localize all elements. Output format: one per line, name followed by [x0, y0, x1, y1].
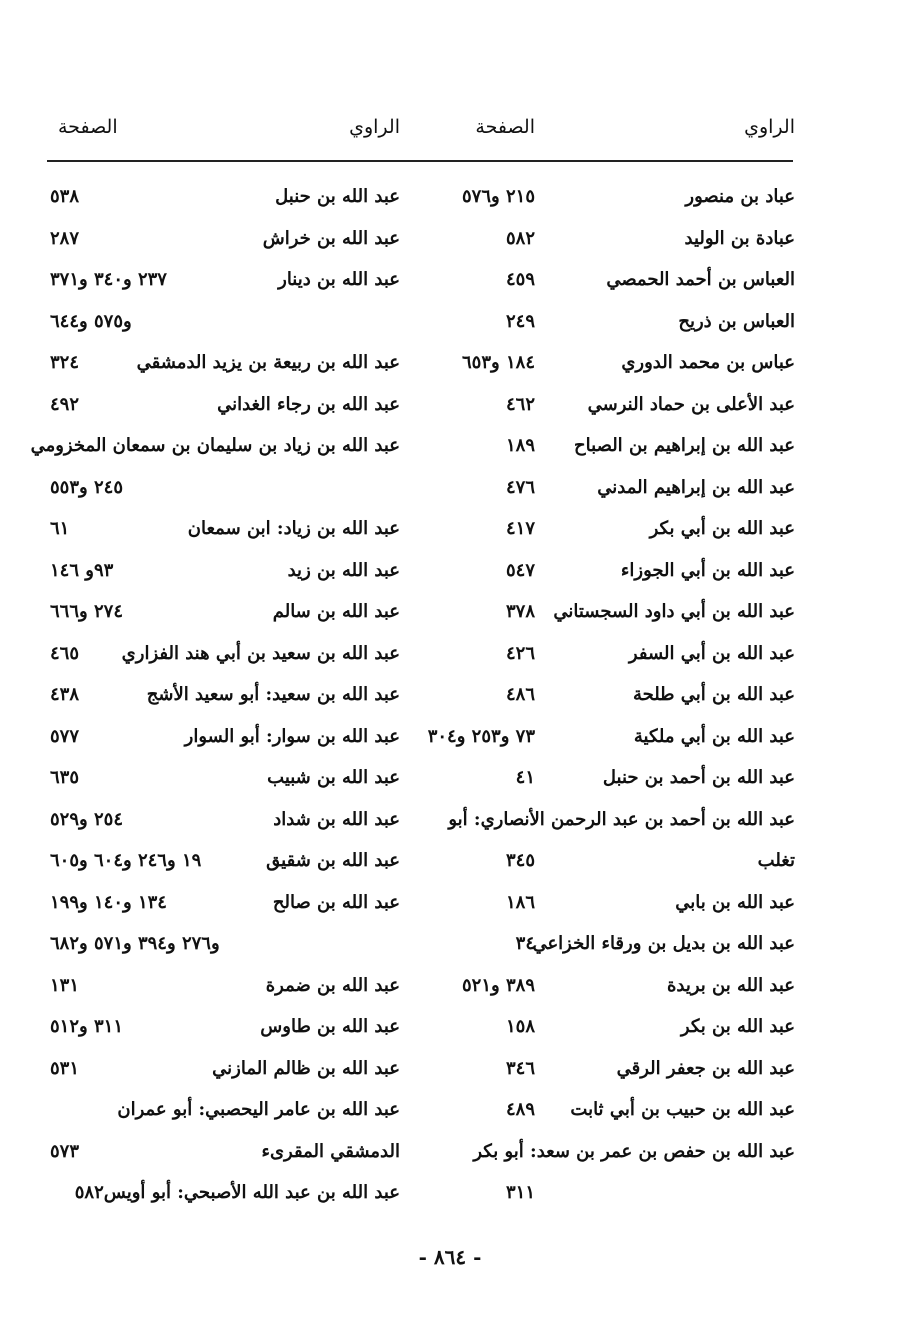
narrator-name: عبد الله بن بابي	[675, 891, 795, 913]
index-row	[0, 176, 900, 217]
page-refs: ٦١	[50, 518, 70, 539]
header-right-narrator: الراوي	[744, 116, 795, 138]
narrator-name: عبد الله بن رجاء الغداني	[217, 393, 400, 415]
narrator-name: عبد الله بن بكر	[680, 1016, 795, 1037]
index-row	[0, 591, 900, 632]
page-refs: ٥٣٨	[50, 186, 80, 207]
header-divider	[47, 160, 793, 162]
page-refs: و٢٧٦ و٣٩٤ و٥٧١ و٦٨٢	[50, 933, 220, 954]
narrator-name: عبد الله بن أبي الجوزاء	[620, 559, 795, 581]
narrator-name: عبد الله بن أحمد بن حنبل	[602, 767, 795, 788]
page-refs: ٢٤٥ و٥٥٣	[50, 476, 123, 498]
narrator-name: الدمشقي المقرىء	[261, 1140, 400, 1162]
page-refs: ٢٧٤ و٦٦٦	[50, 601, 123, 622]
narrator-name: عبد الله بن زياد بن سليمان بن سمعان المخزومي	[30, 435, 400, 456]
narrator-name: عبد الله بن أبي داود السجستاني	[553, 601, 795, 622]
page-refs: ٥٤٧	[505, 559, 535, 581]
narrator-name: العباس بن ذريح	[678, 310, 795, 332]
index-row	[0, 840, 900, 881]
page-refs: ١٨٩	[505, 435, 535, 456]
narrator-name: عبد الله بن زياد: ابن سمعان	[187, 518, 400, 539]
narrator-name: عبد الله بن ضمرة	[265, 974, 400, 996]
narrator-name: عبد الله بن أبي طلحة	[632, 684, 795, 705]
narrator-name: عبد الله بن شداد	[273, 808, 400, 830]
index-row	[0, 1006, 900, 1047]
narrator-name: عبد الله بن ربيعة بن يزيد الدمشقي	[136, 352, 400, 373]
narrator-name: عبد الله بن حفص بن عمر بن سعد: أبو بكر	[473, 1140, 795, 1162]
index-row	[0, 467, 900, 508]
index-row	[0, 757, 900, 798]
index-row	[0, 384, 900, 425]
index-row	[0, 342, 900, 383]
page-refs: ٤٢٦	[505, 642, 535, 664]
page-refs: ٣٢٤	[50, 352, 80, 373]
page-number: - ٨٦٤ -	[418, 1245, 482, 1269]
index-row	[0, 1172, 900, 1213]
narrator-name: عبد الله بن ظالم المازني	[212, 1057, 400, 1079]
narrator-name: عبد الله بن عامر اليحصبي: أبو عمران	[117, 1099, 400, 1120]
page-refs: ٥٧٧	[50, 725, 80, 747]
page-refs: ٧٣ و٢٥٣ و٣٠٤	[427, 725, 535, 747]
header-left-page: الصفحة	[58, 116, 118, 138]
narrator-name: عبد الله بن أحمد بن عبد الرحمن الأنصاري: أبو	[448, 808, 795, 830]
index-row	[0, 301, 900, 342]
narrator-name: عبد الله بن زيد	[287, 559, 400, 581]
page-refs: ١٨٦	[505, 891, 535, 913]
narrator-name: تغلب	[757, 850, 795, 871]
page-refs: ٢١٥ و٥٧٦	[462, 186, 535, 207]
narrator-name: عبد الله بن جعفر الرقي	[616, 1057, 795, 1079]
page-refs: ٣٨٩ و٥٢١	[462, 974, 535, 996]
narrator-name: عباس بن محمد الدوري	[621, 352, 795, 373]
page-refs: ٥٨٢	[505, 227, 535, 249]
narrator-name: عبد الله بن إبراهيم بن الصباح	[574, 435, 795, 456]
narrator-name: عبد الله بن خراش	[262, 227, 400, 249]
page-refs: ٤٧٦	[505, 476, 535, 498]
page-refs: ١٣١	[50, 974, 80, 996]
index-row	[0, 923, 900, 964]
page-refs: ٤٦٥	[50, 642, 80, 664]
narrator-name: عباد بن منصور	[685, 186, 795, 207]
header-left-narrator: الراوي	[349, 116, 400, 138]
page-refs: ٤٩٢	[50, 393, 80, 415]
page-refs: ٦٣٥	[50, 767, 80, 788]
index-row	[0, 882, 900, 923]
narrator-name: عبد الله بن بديل بن ورقاء الخزاعي	[532, 933, 795, 954]
narrator-name: عبد الله بن طاوس	[260, 1016, 400, 1037]
narrator-name: عبد الله بن سعيد: أبو سعيد الأشج	[146, 684, 400, 705]
page-refs: ١٨٤ و٦٥٣	[462, 352, 535, 373]
page-refs: ٣٤٦	[505, 1057, 535, 1079]
narrator-name: عبد الله بن صالح	[272, 891, 400, 913]
narrator-name: عبد الله بن أبي السفر	[628, 642, 795, 664]
narrator-name: عبد الله بن حنبل	[275, 186, 400, 207]
page-refs: ٤١٧	[505, 518, 535, 539]
header-right-page: الصفحة	[475, 116, 535, 138]
page-refs: ١٣٤ و١٤٠ و١٩٩	[50, 891, 167, 913]
page-refs: ٣١١	[505, 1182, 535, 1203]
page-refs: ٤٨٩	[505, 1099, 535, 1120]
index-row	[0, 799, 900, 840]
page-refs: ٤١	[515, 767, 535, 788]
index-row	[0, 425, 900, 466]
index-row	[0, 1089, 900, 1130]
page-refs: ١٩ و٢٤٦ و٦٠٤ و٦٠٥	[50, 850, 202, 871]
narrator-name: عبد الله بن شقيق	[266, 850, 400, 871]
narrator-name: عبد الله بن سوار: أبو السوار	[184, 725, 400, 747]
narrator-name: عبد الله بن شبيب	[267, 767, 400, 788]
narrator-name: عبد الله بن سعيد بن أبي هند الفزاري	[121, 642, 400, 664]
page-refs: ٣٧٨	[505, 601, 535, 622]
index-row	[0, 508, 900, 549]
narrator-name: عبد الله بن أبي ملكية	[633, 725, 795, 747]
narrator-name: عبد الأعلى بن حماد النرسي	[587, 393, 795, 415]
page-refs: و٥٧٥ و٦٤٤	[50, 310, 132, 332]
page-refs: ٣١١ و٥١٢	[50, 1016, 123, 1037]
index-row	[0, 674, 900, 715]
narrator-name: عبد الله بن بريدة	[666, 974, 795, 996]
narrator-name: عبد الله بن عبد الله الأصبحي: أبو أويس٥٨٢	[74, 1182, 400, 1203]
page-refs: ٤٨٦	[505, 684, 535, 705]
index-row	[0, 633, 900, 674]
page-refs: ٣٤٥	[505, 850, 535, 871]
index-row	[0, 716, 900, 757]
page-refs: ٣٤	[515, 933, 535, 954]
narrator-name: عبد الله بن دينار	[278, 269, 400, 290]
index-row	[0, 1048, 900, 1089]
index-row	[0, 259, 900, 300]
narrator-name: عبادة بن الوليد	[684, 227, 795, 249]
index-row	[0, 1131, 900, 1172]
page-refs: ٢٣٧ و٣٤٠ و٣٧١	[50, 269, 167, 290]
page-refs: ٥٣١	[50, 1057, 80, 1079]
index-row	[0, 218, 900, 259]
page-refs: ٩٣و ١٤٦	[50, 559, 114, 581]
page-refs: ٤٥٩	[505, 269, 535, 290]
page-refs: ٥٧٣	[50, 1140, 80, 1162]
narrator-name: عبد الله بن إبراهيم المدني	[597, 476, 795, 498]
page-refs: ٢٨٧	[50, 227, 80, 249]
index-row	[0, 550, 900, 591]
narrator-name: عبد الله بن أبي بكر	[649, 518, 795, 539]
index-row	[0, 965, 900, 1006]
page-refs: ١٥٨	[505, 1016, 535, 1037]
page-refs: ٢٤٩	[505, 310, 535, 332]
page-refs: ٤٦٢	[505, 393, 535, 415]
narrator-name: عبد الله بن سالم	[272, 601, 400, 622]
page-refs: ٢٥٤ و٥٢٩	[50, 808, 123, 830]
narrator-name: العباس بن أحمد الحمصي	[606, 269, 795, 290]
page-refs: ٤٣٨	[50, 684, 80, 705]
narrator-name: عبد الله بن حبيب بن أبي ثابت	[570, 1099, 795, 1120]
